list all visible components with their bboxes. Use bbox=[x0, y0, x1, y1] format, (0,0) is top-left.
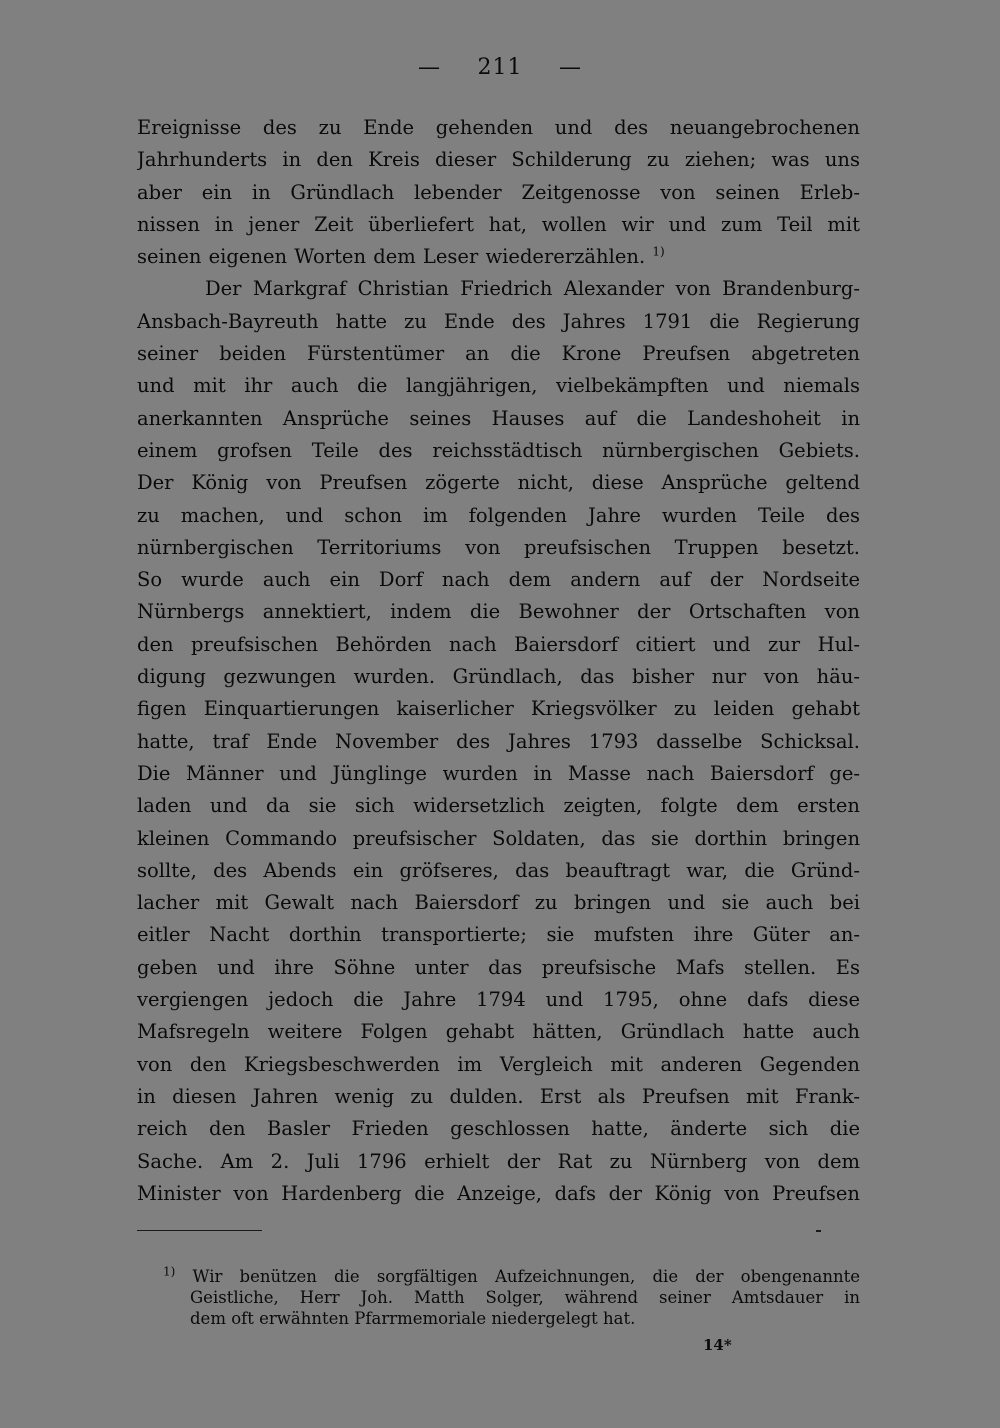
text-line: eitler Nacht dorthin transportierte; sie mufsten ihre Güter an- bbox=[137, 923, 860, 947]
footnote-line: Geistliche, Herr Joh. Matth Solger, während seiner Amtsdauer in bbox=[190, 1288, 860, 1307]
text-line: einem grofsen Teile des reichsstädtisch nürnbergischen Gebiets. bbox=[137, 438, 860, 462]
text-line: figen Einquartierungen kaiserlicher Kriegsvölker zu leiden gehabt bbox=[137, 697, 860, 721]
text-line: nürnbergischen Territoriums von preufsischen Truppen besetzt. bbox=[137, 535, 860, 559]
text-line: und mit ihr auch die langjährigen, vielbekämpften und niemals bbox=[137, 374, 860, 398]
text-line: Sache. Am 2. Juli 1796 erhielt der Rat zu Nürnberg von dem bbox=[137, 1149, 860, 1173]
text-line: aber ein in Gründlach lebender Zeitgenosse von seinen Erleb- bbox=[137, 180, 860, 204]
footnote-line bbox=[163, 1266, 860, 1287]
footnote-marker: 1) bbox=[163, 1264, 176, 1279]
text-line: digung gezwungen wurden. Gründlach, das bisher nur von häu- bbox=[137, 665, 860, 689]
text-line: Minister von Hardenberg die Anzeige, dafs der König von Preufsen bbox=[137, 1181, 860, 1205]
header-dash-left: — bbox=[418, 55, 441, 80]
page-number: 211 bbox=[477, 55, 523, 80]
footnote-reference: 1) bbox=[652, 244, 665, 259]
header-dash-right: — bbox=[559, 55, 582, 80]
text-line: sollte, des Abends ein gröfseres, das beauftragt war, die Gründ- bbox=[137, 858, 860, 882]
text-line: kleinen Commando preufsischer Soldaten, das sie dorthin bringen bbox=[137, 826, 860, 850]
text-line: reich den Basler Frieden geschlossen hatte, änderte sich die bbox=[137, 1117, 860, 1141]
text-line: Jahrhunderts in den Kreis dieser Schilderung zu ziehen; was uns bbox=[137, 148, 860, 172]
text-line: in diesen Jahren wenig zu dulden. Erst als Preufsen mit Frank- bbox=[137, 1084, 860, 1108]
text-line-content: seinen eigenen Worten dem Leser wiedererzählen. bbox=[137, 245, 646, 269]
text-line: Die Männer und Jünglinge wurden in Masse nach Baiersdorf ge- bbox=[137, 761, 860, 785]
main-text bbox=[137, 112, 860, 1210]
text-line: So wurde auch ein Dorf nach dem andern auf der Nordseite bbox=[137, 568, 860, 592]
text-line: laden und da sie sich widersetzlich zeigten, folgte dem ersten bbox=[137, 794, 860, 818]
footnote-rule-mark bbox=[816, 1230, 821, 1232]
text-line: seiner beiden Fürstentümer an die Krone Preufsen abgetreten bbox=[137, 342, 860, 366]
footnote bbox=[163, 1266, 860, 1329]
text-line: Mafsregeln weitere Folgen gehabt hätten, Gründlach hatte auch bbox=[137, 1020, 860, 1044]
footnote-line-text: Wir benützen die sorgfältigen Aufzeichnungen, die der obengenannte bbox=[192, 1267, 861, 1286]
text-line: Nürnbergs annektiert, indem die Bewohner der Ortschaften von bbox=[137, 600, 860, 624]
text-line: lacher mit Gewalt nach Baiersdorf zu bringen und sie auch bei bbox=[137, 891, 860, 915]
text-line: vergiengen jedoch die Jahre 1794 und 1795, ohne dafs diese bbox=[137, 988, 860, 1012]
page-header bbox=[0, 55, 1000, 80]
text-line: nissen in jener Zeit überliefert hat, wollen wir und zum Teil mit bbox=[137, 212, 860, 236]
signature-mark: 14* bbox=[703, 1336, 732, 1354]
text-line: geben und ihre Söhne unter das preufsische Mafs stellen. Es bbox=[137, 955, 860, 979]
text-line: Ansbach-Bayreuth hatte zu Ende des Jahres 1791 die Regierung bbox=[137, 309, 860, 333]
text-line: anerkannten Ansprüche seines Hauses auf die Landeshoheit in bbox=[137, 406, 860, 430]
text-line: hatte, traf Ende November des Jahres 1793 dasselbe Schicksal. bbox=[137, 729, 860, 753]
text-line: von den Kriegsbeschwerden im Vergleich mit anderen Gegenden bbox=[137, 1052, 860, 1076]
text-line: Der Markgraf Christian Friedrich Alexander von Brandenburg- bbox=[205, 277, 860, 301]
text-line: Der König von Preufsen zögerte nicht, diese Ansprüche geltend bbox=[137, 471, 860, 495]
text-line: den preufsischen Behörden nach Baiersdorf citiert und zur Hul- bbox=[137, 632, 860, 656]
text-line: zu machen, und schon im folgenden Jahre wurden Teile des bbox=[137, 503, 860, 527]
text-line bbox=[137, 241, 860, 273]
footnote-line: dem oft erwähnten Pfarrmemoriale niedergelegt hat. bbox=[190, 1309, 636, 1328]
text-line: Ereignisse des zu Ende gehenden und des neuangebrochenen bbox=[137, 116, 860, 139]
footnote-rule bbox=[137, 1230, 262, 1231]
